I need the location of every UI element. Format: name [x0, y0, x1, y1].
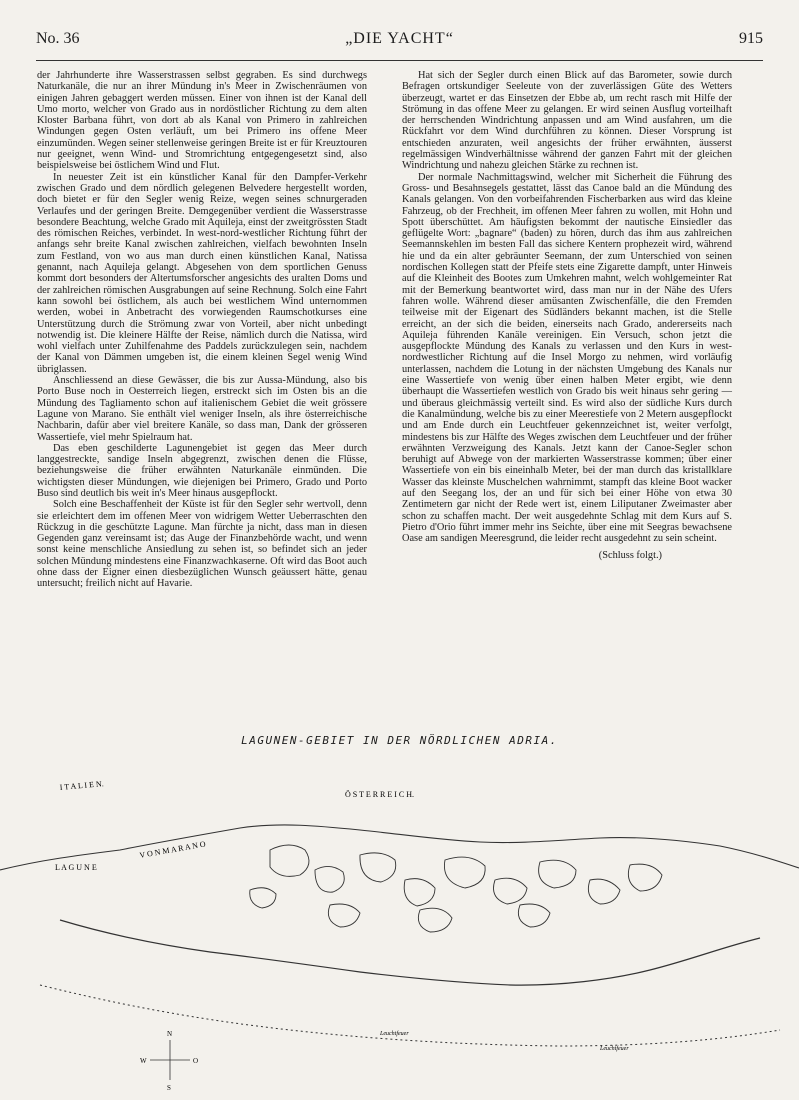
header-rule	[36, 60, 763, 61]
paragraph: der Jahrhunderte ihre Wasserstrassen selbst gegraben. Es sind durchwegs Naturkanäle, die nur an ihrer Mündung in's Meer in Zwischenräumen von einigen Jahren gebaggert werden müssen. Einer von ihnen ist der Kanal dell Umo morto, welcher von Grado aus in nordöstlicher Richtung zu dem alten Kloster Barbana führt, von dort ab als Kanal von Primero in zahlreichen Windungen gegen Osten verläuft, um bei Primero ins offene Meer einzumünden. Wegen seiner stellenweise geringen Breite ist er für Kreuztouren nur geeignet, wenn Wind- und Stromrichtung entgegengesetzt sind, also beispielsweise bei östlichem Wind und Flut.	[37, 70, 367, 172]
page-number: 915	[739, 30, 763, 47]
paragraph: Das eben geschilderte Lagunengebiet ist gegen das Meer durch langgestreckte, sandige Inseln abgegrenzt, zwischen denen die Flüsse, beziehungsweise die früher erwähnten Naturkanäle einmünden. Die wichtigsten dieser Mündungen, wie diejenigen bei Primero, Grado und Porto Buso sind deutlich bis weit in's Meer hinaus ausgepflockt.	[37, 442, 367, 499]
compass-rose-icon	[150, 1040, 190, 1080]
left-column	[37, 70, 367, 590]
compass-south: S	[167, 1084, 171, 1092]
lagoon-barrier-islands	[60, 920, 760, 985]
lagoon-islands	[250, 845, 662, 932]
lighthouse-label: Leuchtfeuer	[600, 1046, 629, 1052]
paragraph: Hat sich der Segler durch einen Blick auf das Barometer, sowie durch Befragen ortskundiger Seeleute von der zuverlässigen Güte des Wetters überzeugt, wartet er das Einsetzen der Ebbe ab, um recht rasch mit Hilfe der Strömung in das offene Meer zu gelangen. Er wird seinen Ausflug vorteilhaft der herrschenden Windrichtung anpassen und am Wind ausfahren, um die Rückfahrt vor dem Wind durchführen zu können. Dieser Vorsprung ist entschieden anzuraten, weil angesichts der früher erwähnten, äusserst regelmässigen Windverhältnisse während der ganzen Fahrt mit der gleichen Windrichtung und nahezu gleichen Stärke zu rechnen ist.	[402, 70, 732, 172]
continued-note: (Schluss folgt.)	[598, 550, 662, 562]
lagoon-map	[0, 733, 799, 1100]
paragraph: In neuester Zeit ist ein künstlicher Kanal für den Dampfer-Verkehr zwischen Grado und dem nördlich gelegenen Belvedere hergestellt worden, doch bietet er für den Segler wenig Reize, wegen seines schnurgeraden Verlaufes und der geringen Breite. Demgegenüber verdient die Wasserstrasse besondere Beachtung, welche Grado mit Aquileja, einst der zweitgrössten Stadt des römischen Reiches, verbindet. In west-nord-westlicher Richtung führt der anfangs sehr breite Kanal zwischen zahlreichen, vielfach bewohnten Inseln zum Festland, von wo aus man durch einen künstlichen Kanal, Natissa genannt, nach Aquileja gelangt. Abgesehen von dem sportlichen Genuss kommt dort besonders der Altertumsforscher angesichts des uralten Doms und der zahlreichen römischen Ausgrabungen auf seine Rechnung. Solch eine Fahrt kann sowohl bei östlichem, als auch bei westlichem Wind unternommen werden, wobei in Anbetracht des vorwiegenden Raumschotkurses eine Unterstützung durch die Strömung zwar von Vorteil, aber nicht unbedingt notwendig ist. Die kleinere Hälfte der Reise, nämlich durch die Natissa, wird wohl vielfach unter Zuhilfenahme des Paddels zurückzulegen sein, nachdem der Kanal von Dämmen umgeben ist, die einem kleinen Segel wenig Wind übriglassen.	[37, 171, 367, 375]
map-label-lagune: L A G U N E	[55, 863, 97, 872]
journal-title: „DIE YACHT“	[345, 30, 454, 47]
compass-east: O	[193, 1057, 199, 1065]
paragraph: Anschliessend an diese Gewässer, die bis zur Aussa-Mündung, also bis Porto Buse noch in Oesterreich liegen, erstreckt sich im Osten bis an die Mündung des Tagliamento schon auf italienischem Gebiet die weit grössere Lagune von Marano. Sie enthält viel weniger Inseln, als ihre österreichische Nachbarin, dafür aber viel breitere Kanäle, so dass man, Dank der grösseren Wassertiefe, viel mehr Spielraum hat.	[37, 375, 367, 443]
issue-number: No. 36	[36, 30, 80, 47]
compass-west: W	[140, 1057, 147, 1065]
paragraph: Solch eine Beschaffenheit der Küste ist für den Segler sehr wertvoll, denn sie erleichtert dem im offenen Meer von widrigem Wetter Ueberraschten den Rückzug in die geschützte Lagune. Man fürchte ja nicht, dass man in diesen Gegenden ganz vereinsamt ist; das Auge der Finanzbehörde wacht, und wenn sonst keine menschliche Ansiedlung zu sehen ist, so befindet sich an jeder solchen Mündung mindestens eine Finanzwachkaserne. Oft wird das Boot auch ohne dass der Eigner einen diesbezüglichen Wunsch geäussert hätte, genau untersucht; freilich nicht auf Havarie.	[37, 499, 367, 590]
right-column	[402, 70, 732, 562]
map-label-italien: I T A L I E N.	[59, 779, 105, 792]
paragraph: Der normale Nachmittagswind, welcher mit Sicherheit die Führung des Gross- und Besahnsegels gestattet, lässt das Canoe bald an die Mündung des Kanals gelangen. Von den vorbeifahrenden Fischerbarken aus wird das kleine Fahrzeug, ob der Frechheit, im offenen Meer fahren zu wollen, mit Hohn und Spott überschüttet. Am häufigsten bekommt der nautische Einsiedler das geflügelte Wort: „bagnare“ (baden) zu hören, durch das ihm aus zahlreichen Seemannskehlen im besten Fall das sichere Kentern prophezeit wird, während hie und da ein alter gebräunter Seemann, der zum Unterschied von seinen nordischen Kollegen statt der Pfeife stets eine Zigarette dampft, unter Hinweis auf die Kleinheit des Bootes zum Umkehren mahnt, welch wohlgemeinter Rat mit der Bemerkung beantwortet wird, dass man nur in der Nähe des Ufers fahren wolle. Während dieser amüsanten Zwischenfälle, die den Fremden teilweise mit der Eigenart des Südländers bekannt machen, ist die Stelle erreicht, an der sich die beiden, einerseits nach Grado, andererseits nach Aquileja führenden Kanäle vereinigen. Ein Versuch, schon jetzt die ausgepflockte Mündung des Kanals zu verlassen und den Kurs in west-nordwestlicher Richtung auf die Insel Morgo zu nehmen, wird vorläufig unterlassen, nachdem die Lotung in der nächsten Umgebung des Kanals nur eine Wassertiefe von wenig über einen halben Meter ergibt, wie denn überhaupt die Wassertiefen westlich von Grado bis weit hinaus sehr gering — und überaus gleichmässig verteilt sind. Es wird also der südliche Kurs durch die Kanalmündung, welche bis zu einer Meerestiefe von 2 Metern ausgepflockt und am Ende durch ein Leuchtfeuer gekennzeichnet ist, weiter verfolgt, mindestens bis zur Hälfte des Weges zwischen dem Leuchtfeuer und der früher erwähnten Verzweigung des Kanals. Jetzt kann der Canoe-Segler schon beruhigt auf Abwege von der markierten Wasserstrasse kommen; über einer Wassertiefe von ein bis eineinhalb Meter, bei der man durch das kristallklare Wasser das kleinste Muschelchen wahrnimmt, stampft das kleine Boot wacker auf den Seegang los, der an und für sich bei einer Höhe von etwa 30 Zentimetern gar nicht der Rede wert ist, einem Liliputaner Zweimaster aber schon zu schaffen macht. Der weit ausgedehnte Schlag mit dem Kurs auf S. Pietro d'Orio führt immer mehr ins Seichte, über eine mit Seegras bewachsene Oase am sandigen Meeresgrund, die leider recht ausgedehnt zu sein scheint.	[402, 171, 732, 545]
map-label-oesterreich: Ö S T E R R E I C H.	[345, 790, 415, 799]
sea-depth-line	[40, 985, 780, 1046]
page-header	[36, 30, 763, 52]
mainland-coastline	[0, 825, 799, 870]
map-label-marano: V O N M A R A N O	[138, 839, 207, 860]
compass-north: N	[167, 1030, 173, 1038]
map-title: LAGUNEN-GEBIET IN DER NÖRDLICHEN ADRIA.	[241, 734, 558, 747]
lighthouse-label: Leuchtfeuer	[380, 1031, 409, 1037]
